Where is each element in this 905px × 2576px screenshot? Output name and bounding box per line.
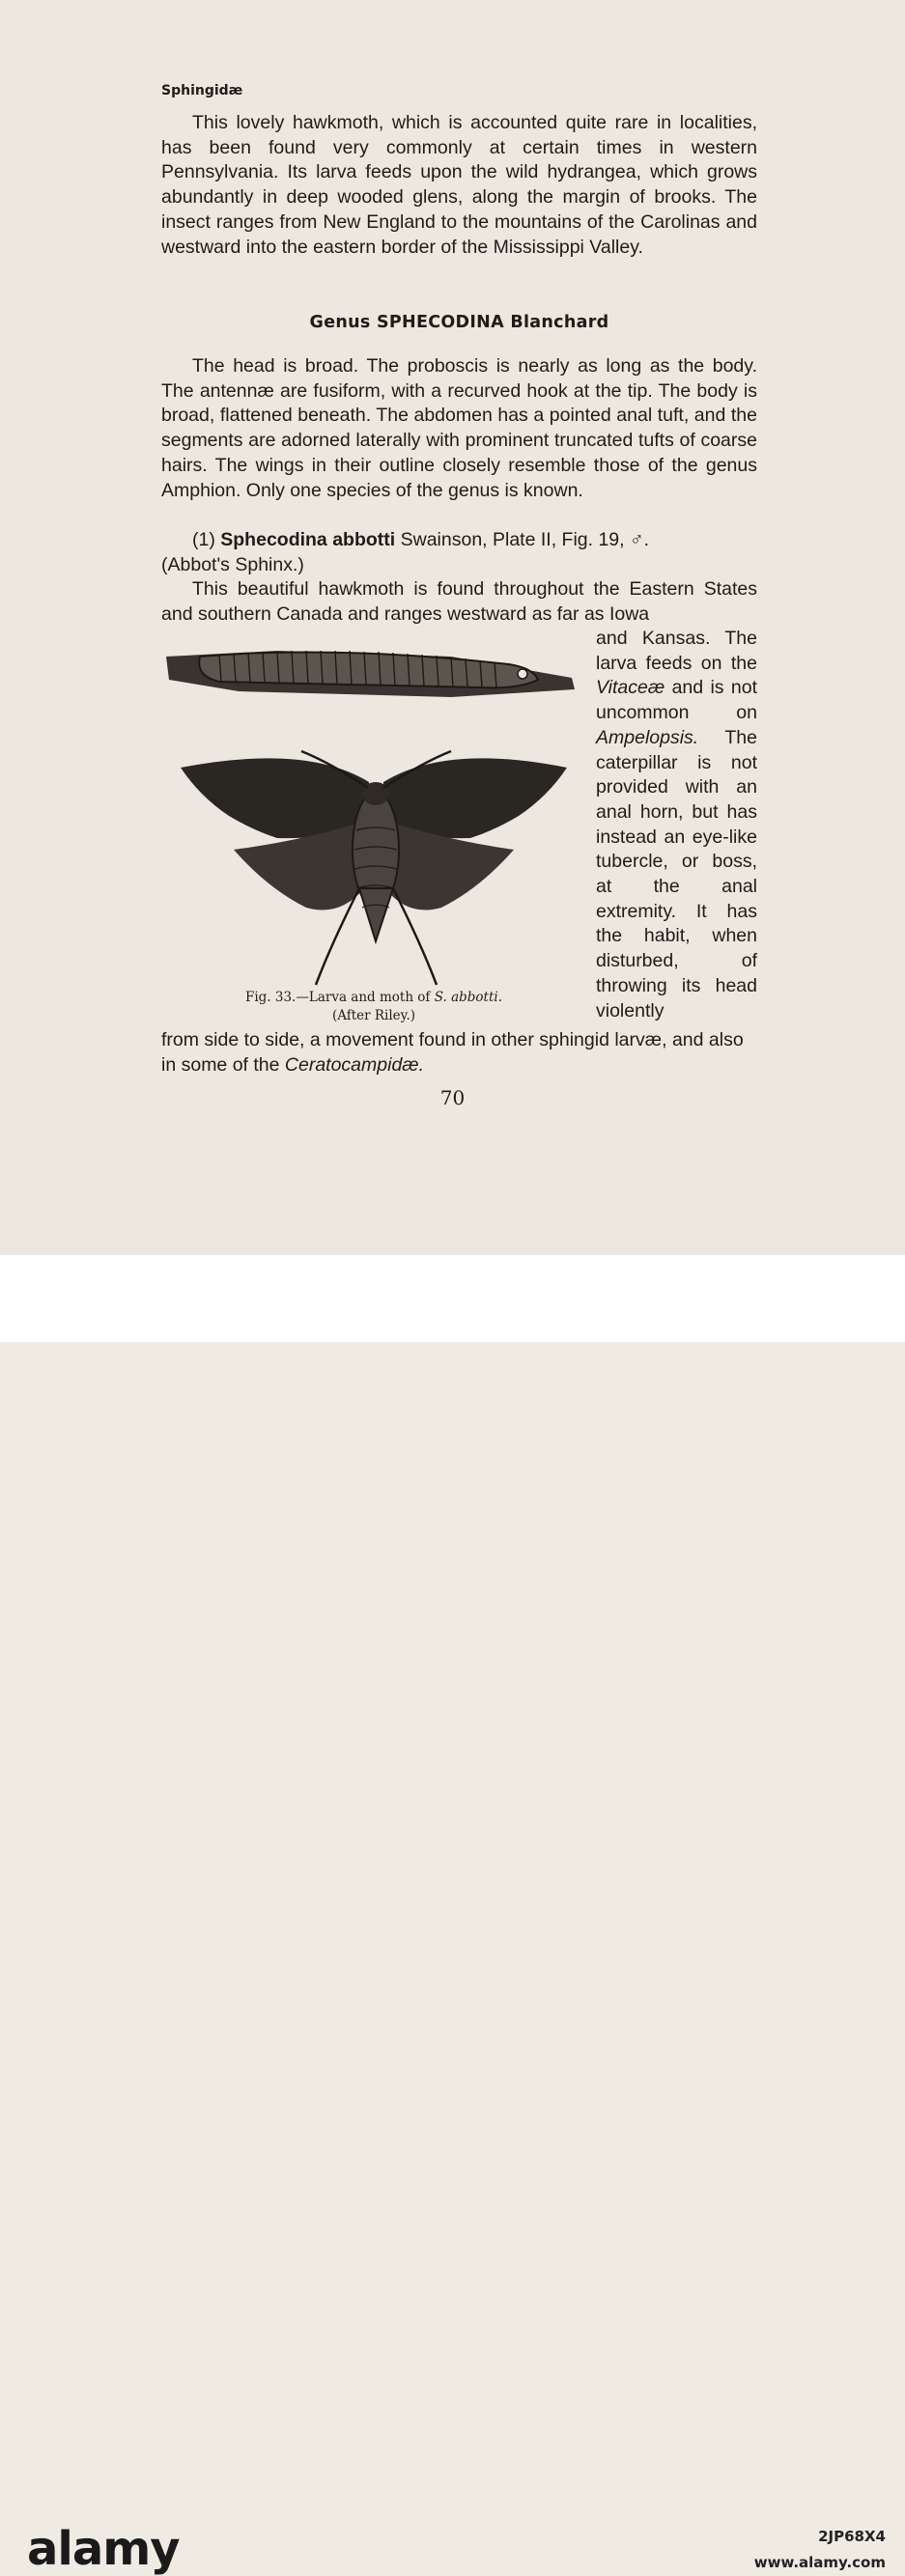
wrap-text-3: The caterpillar is not provided with an anal horn, but has instead an eye-like tubercle, or boss, at the anal extremity. It has the habit, when disturbed, of throwing its head violently (596, 726, 757, 1022)
caption-credit: (After Riley.) (331, 1008, 416, 1023)
running-head: Sphingidæ (161, 83, 243, 98)
genus-heading: Genus SPHECODINA Blanchard (309, 313, 609, 332)
image-id: 2JP68X4 (818, 2528, 886, 2545)
caption-fig-number: Fig. 33. (244, 990, 297, 1005)
paragraph-genus-description: The head is broad. The proboscis is nearly as long as the body. The antennæ are fusiform, with a recurved hook at the tip. The body is broad, flattened beneath. The abdomen has a pointed anal tuft, and the segments are adorned laterally with prominent truncated tufts of coarse hairs. The wings in their outline closely resemble those of the genus Amphion. Only one species of the genus is known. (161, 355, 757, 501)
wrap-italic-ampelopsis: Ampelopsis. (596, 726, 699, 748)
caption-line (185, 989, 562, 1007)
book-page (0, 0, 905, 1255)
paragraph-tail (161, 1028, 757, 1078)
larva-moth-illustration (161, 637, 586, 994)
paragraph-intro-text: This lovely hawkmoth, which is accounted quite rare in localities, has been found very commonly at certain times in western Pennsylvania. Its larva feeds upon the wild hydrangea, which grows abundantly in deep wooded glens, along the margin of brooks. The insect ranges from New England to the mountains of the Carolinas and westward into the eastern border of the Mississippi Valley. (161, 112, 757, 258)
species-entry (161, 528, 757, 577)
site-url: www.alamy.com (753, 2554, 886, 2571)
wrap-italic-vitaceae: Vitaceæ (596, 677, 665, 699)
caption-species: S. abbotti. (434, 990, 503, 1005)
wrap-text-1: and Kansas. The larva feeds on the (596, 628, 757, 674)
figure-larva-moth (161, 637, 586, 1023)
tail-italic: Ceratocampidæ. (284, 1053, 425, 1076)
page-number: 70 (439, 1086, 466, 1109)
species-name: Sphecodina abbotti (220, 529, 396, 550)
species-line (161, 528, 757, 553)
stock-footer (0, 1255, 905, 2576)
species-number: (1) (192, 529, 215, 550)
caterpillar-drawing (199, 651, 538, 687)
moth-drawing (181, 751, 567, 985)
wrapped-text-column (596, 627, 757, 1023)
wrap-text-2: and is not uncommon on (596, 677, 758, 724)
species-common-name: (Abbot's Sphinx.) (161, 553, 304, 575)
caption-text: —Larva and moth of (296, 990, 431, 1005)
figure-caption (185, 989, 562, 1025)
paragraph-intro (161, 111, 757, 260)
tail-text: from side to side, a movement found in other sphingid larvæ, and also in some of the (161, 1029, 744, 1076)
alamy-logo: alamy (27, 2522, 180, 2576)
species-author-plate: Swainson, Plate II, Fig. 19, ♂. (400, 529, 650, 550)
paragraph-range: This beautiful hawkmoth is found throughout the Eastern States and southern Canada and ranges westward as far as Iowa (161, 578, 757, 625)
